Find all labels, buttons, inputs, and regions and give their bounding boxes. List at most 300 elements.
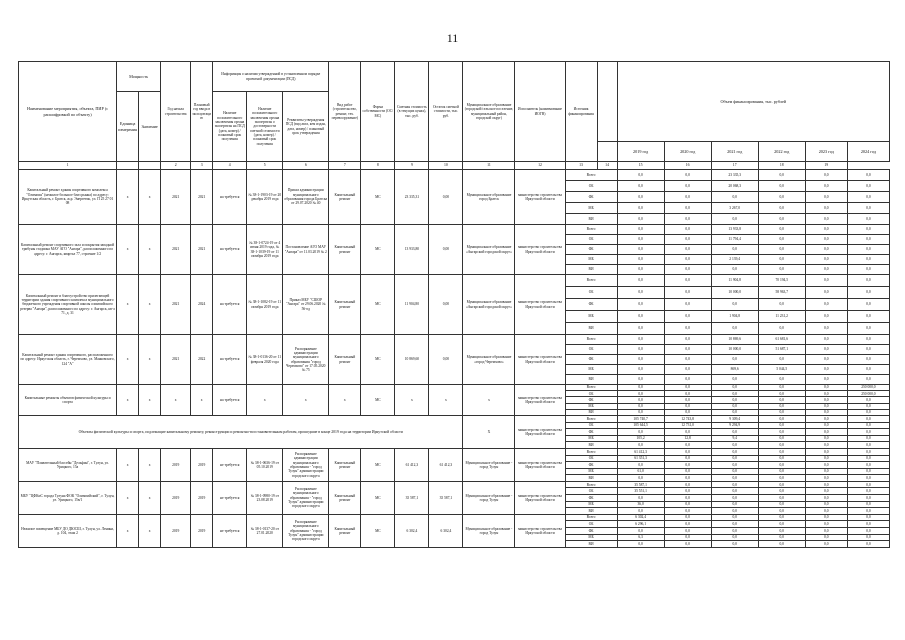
funding-value: 0,0 [847, 488, 889, 495]
header-residual-cost: Остаток сметной стоимости, тыс. руб. [429, 62, 463, 162]
funding-value: 0,0 [847, 170, 889, 181]
funding-value: 0,0 [617, 375, 664, 385]
funding-value: 0,0 [617, 442, 664, 449]
funding-value: 0,0 [758, 323, 805, 335]
header-year-end: Плановый год ввода в эксплуатацию [191, 62, 213, 162]
header-approval-details: Реквизиты утверждения ПСД (вид акта, кем издан, дата, номер) / плановый срок утверждения [283, 92, 329, 162]
estimated-cost-cell: х [395, 385, 429, 416]
table-row [19, 448, 890, 455]
funding-value: 0,0 [805, 501, 847, 508]
header-municipality: Муниципальное образование (городской/сельское поселение, муниципальный район, городской округ) [463, 62, 515, 162]
approval-cell: Постановление АГО МАУ "Ангара" от 11.03.2019 № 2 [283, 225, 329, 275]
funding-source-label: ОБ [565, 235, 617, 245]
funding-value: 0,0 [711, 192, 758, 203]
funding-value: 0,0 [805, 265, 847, 275]
funding-value: 0,0 [711, 391, 758, 397]
table-row [19, 481, 890, 488]
funding-value: 0,0 [664, 265, 711, 275]
column-number: 8 [361, 162, 395, 170]
funding-value: 0,0 [805, 514, 847, 521]
funding-value: 0,0 [617, 335, 664, 345]
approval-cell: Распоряжение администрации муниципального образования - "город Тулун" администрации городского округа [283, 448, 329, 481]
funding-source-label: ОБ [565, 488, 617, 495]
year-end-cell: 2021 [191, 170, 213, 225]
header-ownership: Форма собственности (ОС/МС) [361, 62, 395, 162]
funding-source-label: МБ [565, 365, 617, 375]
funding-source-label: ФБ [565, 528, 617, 535]
funding-value: 0,0 [664, 397, 711, 403]
ownership-cell: МС [361, 225, 395, 275]
funding-value: 0,0 [805, 462, 847, 469]
funding-value: 0,0 [805, 455, 847, 462]
unit-cell: х [117, 448, 139, 481]
funding-value: 0,0 [711, 245, 758, 255]
funding-value: 0,0 [664, 299, 711, 311]
municipality-cell: Муниципальное образование «Ангарский городской округ» [463, 225, 515, 275]
year-start-cell: 2019 [161, 514, 191, 547]
funding-source-label: ОБ [565, 391, 617, 397]
object-name: Капитальный ремонт и благоустройство прилегающей территории здания спортивного комплекса муниципального бюджетного учреждения спортивной школы олимпийского резерва "Ангара", расположенного по адресу: г. Ангарск, кв-л 71, д. 31 [19, 275, 117, 335]
funding-value: 0,0 [711, 409, 758, 415]
funding-value: 0,0 [664, 442, 711, 449]
funding-source-label: ФБ [565, 245, 617, 255]
value-cell: х [139, 275, 161, 335]
funding-value: 0,0 [758, 514, 805, 521]
funding-value: 0,0 [664, 521, 711, 528]
funding-value: 0,0 [617, 255, 664, 265]
funding-value: 0,0 [758, 521, 805, 528]
funding-value: 61 412,3 [617, 448, 664, 455]
funding-value: 0,0 [711, 323, 758, 335]
estimate-cell: № 38-1-1082-19 от 11 октября 2019 года [247, 275, 283, 335]
year-start-cell: х [161, 385, 191, 416]
funding-value: 0,0 [617, 462, 664, 469]
funding-value: 0,0 [847, 287, 889, 299]
funding-value: 0,0 [664, 214, 711, 225]
funding-source-label: Всего [565, 514, 617, 521]
value-cell: х [139, 170, 161, 225]
funding-value: 35 587,1 [617, 481, 664, 488]
header-exam-conclusion: Наличие положительного заключения органа экспертизы на ПСД (дата, номер) / плановый срок получения [213, 92, 247, 162]
funding-value: 9 294,9 [711, 422, 758, 429]
funding-value: 0,0 [711, 299, 758, 311]
unit-cell: х [117, 335, 139, 385]
municipality-cell: Муниципальное образование - город Тулун [463, 514, 515, 547]
funding-value: 0,0 [711, 355, 758, 365]
section-title: Объекты физической культуры и спорта, подлежащие капитальному ремонту, реконструкции и ремонтно-восстановительным работам, прошедшие в конце 2019 года на территории Иркутской области [19, 415, 463, 448]
funding-value: 0,0 [617, 245, 664, 255]
funding-value: 0,0 [847, 225, 889, 235]
year-start-cell: 2019 [161, 481, 191, 514]
funding-source-label: Всего [565, 170, 617, 181]
funding-value: 0,0 [711, 495, 758, 502]
estimated-cost-cell: 13 933,80 [395, 225, 429, 275]
funding-value: 0,0 [617, 429, 664, 436]
funding-source-label: ОБ [565, 455, 617, 462]
executor-cell: министерство строительства Иркутской области [515, 275, 565, 335]
residual-cost-cell: 0,00 [429, 170, 463, 225]
funding-value: 0,0 [758, 397, 805, 403]
funding-value: 0,0 [758, 415, 805, 422]
column-number: 19 [805, 162, 847, 170]
year-start-cell: 2021 [161, 225, 191, 275]
residual-cost-cell: 61 412,3 [429, 448, 463, 481]
funding-value: 0,0 [617, 225, 664, 235]
funding-value: 3 267,0 [711, 203, 758, 214]
funding-value: 58 963,7 [758, 287, 805, 299]
funding-value: 0,0 [847, 462, 889, 469]
executor-cell: министерство строительства Иркутской области [515, 448, 565, 481]
object-name: Капитальный ремонт здания спортивного, расположенного по адресу: Иркутская область, г. Черемхово, ул. Маяковского, 124 "А" [19, 335, 117, 385]
funding-source-label: Всего [565, 448, 617, 455]
funding-value: 0,0 [805, 323, 847, 335]
value-cell: х [139, 481, 161, 514]
funding-value: 0,0 [805, 299, 847, 311]
column-number [139, 162, 161, 170]
estimate-cell: № 38-1-0980-19 от 23.08.2019 [247, 481, 283, 514]
funding-value: 0,0 [758, 475, 805, 482]
funding-value: 0,0 [664, 541, 711, 548]
funding-source-label: Всего [565, 385, 617, 391]
funding-value: 0,0 [805, 435, 847, 442]
funding-value: 0,0 [847, 514, 889, 521]
executor-cell: министерство строительства Иркутской области [515, 225, 565, 275]
funding-value: 0,0 [758, 541, 805, 548]
residual-cost-cell: 0,00 [429, 275, 463, 335]
funding-value: 0,0 [664, 385, 711, 391]
estimate-cell: № 38-1-0136-20 от 11 февраля 2020 года [247, 335, 283, 385]
value-cell: х [139, 514, 161, 547]
funding-value: 0,0 [711, 481, 758, 488]
funding-value: 0,0 [711, 488, 758, 495]
funding-source-label: Всего [565, 481, 617, 488]
work-type-cell: Капитальный ремонт [329, 481, 361, 514]
header-year-2023: 2023 год [805, 142, 847, 162]
funding-value: 12 731,0 [664, 422, 711, 429]
funding-value: 0,0 [664, 335, 711, 345]
funding-value: 0,0 [758, 495, 805, 502]
exam-cell: на требуется [213, 225, 247, 275]
municipality-cell: х [463, 385, 515, 416]
funding-value: 0,0 [664, 475, 711, 482]
header-executor: Исполнитель (наименование ИОГВ) [515, 62, 565, 162]
ownership-cell: МС [361, 275, 395, 335]
funding-source-label: МБ [565, 534, 617, 541]
funding-source-label: ФБ [565, 355, 617, 365]
residual-cost-cell: х [429, 385, 463, 416]
funding-value: 0,0 [711, 385, 758, 391]
funding-value: 0,0 [847, 409, 889, 415]
column-number: 16 [664, 162, 711, 170]
funding-value: 0,0 [847, 481, 889, 488]
funding-value: 0,0 [758, 534, 805, 541]
funding-value: 105 644,5 [617, 422, 664, 429]
funding-value: 0,0 [711, 541, 758, 548]
funding-value: 0,0 [758, 462, 805, 469]
funding-value: 0,0 [664, 275, 711, 287]
value-cell: х [139, 385, 161, 416]
funding-value: 0,0 [617, 385, 664, 391]
funding-value: 0,0 [664, 345, 711, 355]
work-type-cell: Капитальный ремонт [329, 170, 361, 225]
municipality-cell: Муниципальное образование - город Тулун [463, 481, 515, 514]
funding-value: 0,0 [617, 397, 664, 403]
funding-value: 10 000,0 [711, 345, 758, 355]
funding-source-label: ВИ [565, 541, 617, 548]
table-row [19, 335, 890, 345]
funding-source-label: ОБ [565, 521, 617, 528]
funding-value: 0,0 [711, 462, 758, 469]
header-unit: Единица измерения [117, 92, 139, 162]
table-row [19, 514, 890, 521]
section-row [19, 415, 890, 422]
funding-value: 0,0 [617, 391, 664, 397]
funding-value: 0,0 [617, 345, 664, 355]
funding-value: 0,0 [847, 192, 889, 203]
funding-value: 0,0 [805, 415, 847, 422]
funding-value: 0,0 [758, 448, 805, 455]
year-start-cell: 2021 [161, 170, 191, 225]
funding-value: 0,0 [664, 488, 711, 495]
estimate-cell: х [247, 385, 283, 416]
funding-value: 0,0 [664, 181, 711, 192]
year-start-cell: 2021 [161, 335, 191, 385]
column-number: 18 [758, 162, 805, 170]
value-cell: х [139, 335, 161, 385]
ownership-cell: МС [361, 335, 395, 385]
funding-value: 0,0 [758, 385, 805, 391]
funding-value: 12 743,8 [664, 415, 711, 422]
funding-source-label: ВИ [565, 323, 617, 335]
funding-value: 0,0 [664, 287, 711, 299]
funding-value: 0,0 [805, 534, 847, 541]
estimate-cell: № 38-1-0636-19 от 05.10.2019 [247, 448, 283, 481]
unit-cell: х [117, 170, 139, 225]
funding-value: 0,0 [847, 355, 889, 365]
funding-value: 0,0 [664, 203, 711, 214]
section-executor: министерство строительства Иркутской области [515, 415, 565, 448]
funding-value: 0,0 [711, 455, 758, 462]
column-number [117, 162, 139, 170]
header-work-type: Вид работ (строительство, ремонт, тех. перевооружение) [329, 62, 361, 162]
funding-source-label: Всего [565, 335, 617, 345]
funding-value: 0,0 [758, 265, 805, 275]
funding-value: 0,0 [847, 345, 889, 355]
funding-value: 0,0 [711, 265, 758, 275]
column-number: 7 [329, 162, 361, 170]
funding-value: 0,0 [805, 409, 847, 415]
year-end-cell: 2024 [191, 275, 213, 335]
funding-value: 0,0 [758, 435, 805, 442]
municipality-cell: Муниципальное образование - город Тулун [463, 448, 515, 481]
funding-value: 0,0 [617, 181, 664, 192]
funding-source-label: МБ [565, 403, 617, 409]
column-number: 15 [617, 162, 664, 170]
funding-value: 0,0 [617, 275, 664, 287]
funding-value: 250 000,0 [847, 385, 889, 391]
executor-cell: министерство строительства Иркутской области [515, 335, 565, 385]
funding-value: 0,0 [664, 455, 711, 462]
residual-cost-cell: 35 587,1 [429, 481, 463, 514]
work-type-cell: х [329, 385, 361, 416]
column-number: 4 [213, 162, 247, 170]
funding-value: 0,0 [711, 397, 758, 403]
ownership-cell: МС [361, 170, 395, 225]
exam-cell: на требуется [213, 170, 247, 225]
funding-value: 10 000,0 [711, 287, 758, 299]
funding-value: 0,0 [805, 422, 847, 429]
funding-value: 0,0 [758, 468, 805, 475]
funding-source-label: ОБ [565, 345, 617, 355]
funding-value: 0,0 [711, 448, 758, 455]
header-year-2024: 2024 год [847, 142, 889, 162]
estimated-cost-cell: 10 869,60 [395, 335, 429, 385]
funding-value: 0,0 [847, 214, 889, 225]
ownership-cell: МС [361, 385, 395, 416]
object-name: Капитальные ремонты объектов физической культуры и спорта [19, 385, 117, 416]
funding-value: 0,0 [758, 203, 805, 214]
funding-value: 0,0 [805, 311, 847, 323]
funding-value: 0,0 [805, 442, 847, 449]
funding-value: 0,0 [664, 528, 711, 535]
funding-value: 61,0 [617, 468, 664, 475]
funding-value: 0,0 [664, 323, 711, 335]
work-type-cell: Капитальный ремонт [329, 335, 361, 385]
funding-value: 0,0 [711, 528, 758, 535]
funding-value: 0,0 [805, 235, 847, 245]
approval-cell: Распоряжение муниципального образования - "город Тулун" администрации городского округа [283, 514, 329, 547]
estimated-cost-cell: 6 302,4 [395, 514, 429, 547]
funding-value: 0,0 [847, 181, 889, 192]
funding-value: 0,0 [847, 534, 889, 541]
funding-source-label: МБ [565, 468, 617, 475]
year-start-cell: 2019 [161, 448, 191, 481]
object-name: МАУ "Плавательный бассейн "Дельфин", г. Тулун, ул. Урицкого, 15а [19, 448, 117, 481]
funding-value: 0,0 [617, 235, 664, 245]
funding-value: 0,0 [664, 468, 711, 475]
funding-value: 0,0 [711, 442, 758, 449]
funding-value: 0,0 [711, 475, 758, 482]
unit-cell: х [117, 275, 139, 335]
funding-value: 61 681,6 [758, 335, 805, 345]
estimated-cost-cell: 61 412,3 [395, 448, 429, 481]
funding-value: 0,0 [847, 508, 889, 515]
object-name: Капитальный ремонт спортивного зала и покрытия западной трибуны стадиона МАУ АГО "Ангара", расположенного по адресу: г. Ангарск, квартал 77, строение 1/2 [19, 225, 117, 275]
funding-source-label: ФБ [565, 429, 617, 436]
estimated-cost-cell: 23 335,31 [395, 170, 429, 225]
approval-cell: Распоряжение администрации муниципального образования "город Черемхово" от 17.05.2020 № 75 [283, 335, 329, 385]
funding-value: 0,0 [758, 501, 805, 508]
year-end-cell: 2019 [191, 448, 213, 481]
funding-value: 0,0 [711, 214, 758, 225]
unit-cell: х [117, 225, 139, 275]
funding-value: 0,0 [664, 245, 711, 255]
funding-source-label: ОБ [565, 287, 617, 299]
funding-value: 11 231,2 [758, 311, 805, 323]
funding-value: 0,0 [711, 501, 758, 508]
column-number: 17 [711, 162, 758, 170]
funding-value: 11 794,4 [711, 235, 758, 245]
funding-value: 0,0 [617, 265, 664, 275]
funding-value: 0,0 [758, 355, 805, 365]
funding-value: 0,0 [758, 481, 805, 488]
funding-value: 0,0 [617, 403, 664, 409]
approval-cell: Приказ МБУ "СШОР "Ангара" от 29.06.2020 № 56-од [283, 275, 329, 335]
funding-value: 0,0 [805, 192, 847, 203]
funding-value: 0,0 [847, 475, 889, 482]
funding-value: 0,0 [847, 429, 889, 436]
table-row [19, 275, 890, 287]
estimate-cell: № 38-1-0137-20 от 27.01.2020 [247, 514, 283, 547]
funding-value: 0,0 [617, 287, 664, 299]
funding-source-label: МБ [565, 435, 617, 442]
funding-value: 0,0 [617, 203, 664, 214]
funding-value: 0,0 [805, 495, 847, 502]
funding-value: 0,0 [847, 448, 889, 455]
header-year-2020: 2020 год [664, 142, 711, 162]
column-number: 14 [597, 162, 617, 170]
funding-value: 0,0 [805, 225, 847, 235]
funding-value: 0,0 [711, 521, 758, 528]
exam-cell: на требуется [213, 275, 247, 335]
funding-value: 0,0 [847, 435, 889, 442]
funding-value: 0,0 [805, 429, 847, 436]
object-name: Капитальный ремонт здания спортивного комплекса "Олимпия" (нежилое большое близ рынка) по адресу: Иркутская область, г. Братск, ж.р. Энергетик, ул. П 25 27 01 08 [19, 170, 117, 225]
funding-source-label: ФБ [565, 495, 617, 502]
funding-value: 0,0 [617, 541, 664, 548]
funding-source-label: МБ [565, 203, 617, 214]
year-end-cell: 2019 [191, 481, 213, 514]
funding-value: 0,0 [805, 287, 847, 299]
funding-value: 869,6 [711, 365, 758, 375]
header-power: Мощность [117, 62, 161, 92]
funding-value: 0,0 [617, 311, 664, 323]
funding-value: 9,4 [711, 435, 758, 442]
funding-value: 0,0 [847, 528, 889, 535]
funding-value: 0,0 [847, 311, 889, 323]
funding-value: 0,0 [805, 255, 847, 265]
value-cell: х [139, 448, 161, 481]
funding-value: 0,0 [805, 335, 847, 345]
funding-value: 0,0 [805, 397, 847, 403]
estimate-cell: № 38-1-0724-19 от 4 июня 2019 года, № 38-1-1039-19 от 11 октября 2019 года [247, 225, 283, 275]
funding-value: 0,0 [664, 534, 711, 541]
executor-cell: министерство строительства Иркутской области [515, 481, 565, 514]
funding-value: 0,0 [805, 181, 847, 192]
ownership-cell: МС [361, 448, 395, 481]
approval-cell: х [283, 385, 329, 416]
funding-source-label: МБ [565, 255, 617, 265]
municipality-cell: Муниципальное образование «город Черемхово» [463, 335, 515, 385]
funding-value: 0,0 [664, 501, 711, 508]
funding-value: 0,0 [758, 181, 805, 192]
funding-value: 0,0 [758, 192, 805, 203]
funding-value: 0,0 [664, 481, 711, 488]
exam-cell: на требуется [213, 335, 247, 385]
estimate-cell: № 38-1-1903-19 от 20 декабря 2019 года [247, 170, 283, 225]
investment-table [18, 61, 890, 548]
work-type-cell: Капитальный ремонт [329, 514, 361, 547]
funding-value: 0,0 [847, 415, 889, 422]
work-type-cell: Капитальный ремонт [329, 225, 361, 275]
funding-source-label: Всего [565, 415, 617, 422]
funding-value: 0,0 [617, 214, 664, 225]
funding-value: 6,3 [617, 534, 664, 541]
work-type-cell: Капитальный ремонт [329, 448, 361, 481]
funding-value: 0,0 [758, 235, 805, 245]
funding-source-label: Всего [565, 275, 617, 287]
funding-value: 0,0 [711, 534, 758, 541]
